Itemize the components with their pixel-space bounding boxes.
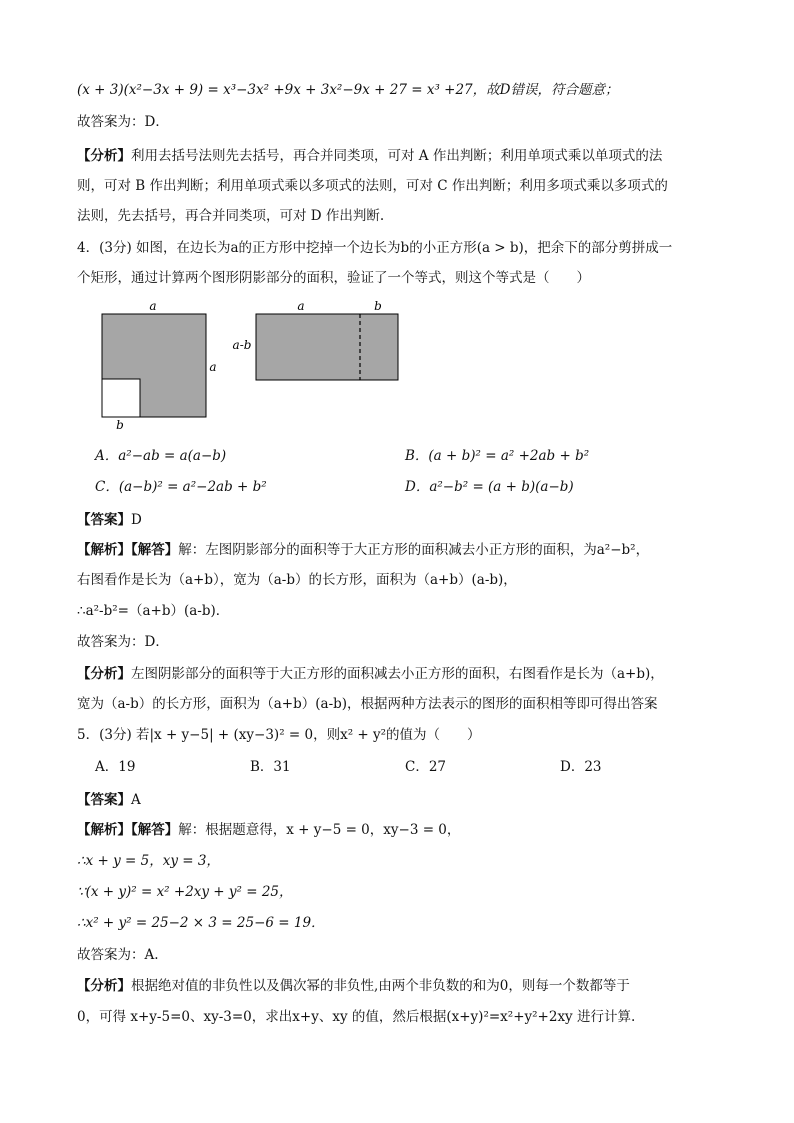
q5-analysis-1 [77, 976, 734, 996]
q4-option-c: C．(a−b)² = a²−2ab + b² [95, 479, 267, 495]
right-top-b-label: b [374, 299, 382, 313]
analysis-3 [77, 146, 734, 166]
q5-solution-5: 故答案为：A. [77, 947, 159, 963]
question-4-line-2: 个矩形，通过计算两个图形阴影部分的面积，验证了一个等式，则这个等式是（ ） [77, 270, 590, 286]
q4-solution-2: 右图看作是长为（a+b），宽为（a-b）的长方形，面积为（a+b）(a-b)， [77, 572, 517, 588]
q5-option-b: B．31 [250, 759, 291, 775]
line-2: 故答案为：D． [77, 114, 169, 130]
q4-option-d: D．a²−b² = (a + b)(a−b) [405, 479, 574, 495]
answer-tag: 【答案】 [77, 792, 131, 808]
right-top-a-label: a [297, 299, 305, 313]
left-top-label: a [149, 299, 157, 313]
q4-solution-4: 故答案为：D． [77, 634, 169, 650]
q5-analysis-2: 0，可得 x+y-5=0、xy-3=0，求出x+y、xy 的值，然后根据(x+y)²=x²+y²+2xy 进行计算. [77, 1009, 636, 1025]
solution-tag: 【解析】【解答】 [77, 822, 179, 838]
analysis-tag: 【分析】 [77, 978, 131, 994]
solution-text: 解：左图阴影部分的面积等于大正方形的面积减去小正方形的面积，为a²−b²， [178, 542, 650, 558]
q4-option-a: A．a²−ab = a(a−b) [95, 448, 227, 464]
q5-solution-1 [77, 820, 734, 840]
left-bottom-label: b [116, 418, 124, 432]
question-4-figure [0, 296, 794, 436]
q4-analysis-1 [77, 664, 734, 684]
q4-option-b: B．(a + b)² = a² +2ab + b² [405, 448, 590, 464]
q5-option-d: D．23 [560, 759, 602, 775]
solution-text: 解：根据题意得，x + y−5 = 0，xy−3 = 0， [178, 822, 461, 838]
answer-tag: 【答案】 [77, 512, 131, 528]
q5-solution-4: ∴x² + y² = 25−2 × 3 = 25−6 = 19． [77, 915, 325, 931]
analysis-text: 根据绝对值的非负性以及偶次幂的非负性,由两个非负数的和为0，则每一个数都等于 [131, 978, 630, 994]
analysis-tag: 【分析】 [77, 666, 131, 682]
rectangle-shaded [256, 314, 398, 380]
line-4: 则，可对 B 作出判断；利用单项式乘以多项式的法则，可对 C 作出判断；利用多项式乘以多项式的 [77, 178, 668, 194]
q5-option-c: C．27 [405, 759, 447, 775]
q5-solution-2: ∴x + y = 5，xy = 3， [77, 853, 220, 869]
solution-tag: 【解析】【解答】 [77, 542, 179, 558]
line-1: (x + 3)(x²−3x + 9) = x³−3x² +9x + 3x²−9x + 27 = x³ +27，故D错误，符合题意； [77, 82, 619, 98]
left-right-label: a [209, 360, 217, 374]
q4-solution-3: ∴a²-b²=（a+b）(a-b)． [77, 603, 230, 619]
q4-analysis-2: 宽为（a-b）的长方形，面积为（a+b）(a-b)，根据两种方法表示的图形的面积相等即可得出答案 [77, 696, 658, 712]
answer-value: D [131, 512, 142, 528]
analysis-tag: 【分析】 [77, 148, 131, 164]
q4-answer [77, 510, 734, 530]
analysis-text: 左图阴影部分的面积等于大正方形的面积减去小正方形的面积，右图看作是长为（a+b)， [131, 666, 664, 682]
question-5: 5．(3分) 若|x + y−5| + (xy−3)² = 0，则x² + y²的值为（ ） [77, 727, 481, 743]
q5-option-a: A．19 [95, 759, 136, 775]
right-left-label: a-b [232, 338, 252, 352]
q5-solution-3: ∵(x + y)² = x² +2xy + y² = 25， [77, 884, 293, 900]
analysis-text: 利用去括号法则先去括号，再合并同类项，可对 A 作出判断；利用单项式乘以单项式的法 [131, 148, 663, 164]
line-5: 法则，先去括号，再合并同类项，可对 D 作出判断. [77, 208, 385, 224]
question-4-line-1: 4．(3分) 如图，在边长为a的正方形中挖掉一个边长为b的小正方形(a > b)，把余下的部分剪拼成一 [77, 240, 673, 256]
answer-value: A [131, 792, 141, 808]
q4-solution-1 [77, 540, 734, 560]
small-square-white [102, 379, 140, 417]
q5-answer [77, 790, 734, 810]
